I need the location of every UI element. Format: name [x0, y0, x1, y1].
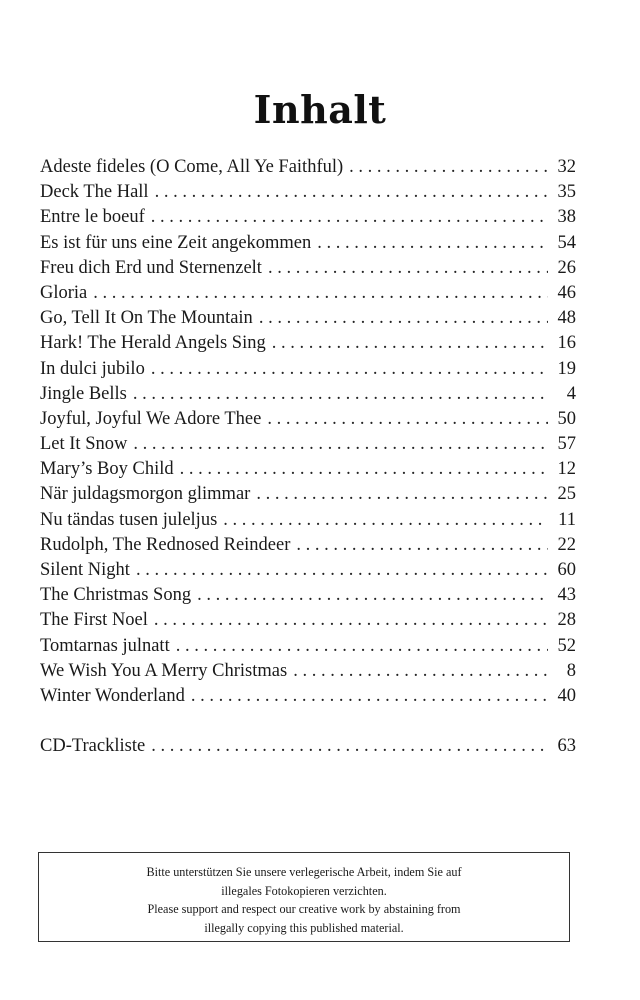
dot-leader — [349, 155, 548, 180]
toc-entry-title: Rudolph, The Rednosed Reindeer — [40, 534, 291, 555]
toc-entry — [40, 659, 576, 684]
toc-entry-page: 11 — [558, 509, 576, 530]
dot-leader — [296, 533, 548, 558]
toc-entry — [40, 256, 576, 281]
toc-entry — [40, 357, 576, 382]
toc-entry-page: 40 — [557, 685, 576, 706]
toc-entry — [40, 407, 576, 432]
toc-entry — [40, 231, 576, 256]
toc-entry-title: Freu dich Erd und Sternenzelt — [40, 257, 262, 278]
dot-leader — [191, 684, 548, 709]
toc-entry-page: 16 — [557, 333, 576, 354]
toc-entry-title: Nu tändas tusen juleljus — [40, 509, 218, 530]
toc-entry-page: 22 — [557, 534, 576, 555]
toc-entry-title: Deck The Hall — [40, 182, 149, 203]
toc-entry-title: Tomtarnas julnatt — [40, 635, 170, 656]
toc-entry-title: När juldagsmorgon glimmar — [40, 484, 251, 505]
toc-entry — [40, 634, 576, 659]
toc-entry-title: Winter Wonderland — [40, 685, 185, 706]
toc-entry-page: 25 — [557, 484, 576, 505]
toc-entry-title: Let It Snow — [40, 434, 128, 455]
toc-entry — [40, 558, 576, 583]
toc-entry-page: 52 — [557, 635, 576, 656]
toc-entry-page: 28 — [557, 610, 576, 631]
toc-entry-title: Go, Tell It On The Mountain — [40, 308, 253, 329]
toc-entry-title: In dulci jubilo — [40, 358, 145, 379]
toc-entry-page: 12 — [557, 459, 576, 480]
dot-leader — [256, 482, 548, 507]
toc-entry-page: 48 — [557, 308, 576, 329]
toc-entry-page: 35 — [557, 182, 576, 203]
toc-entry-page: 26 — [557, 257, 576, 278]
toc-entry — [40, 457, 576, 482]
cd-tracklist-entry — [40, 734, 576, 759]
toc-entry — [40, 281, 576, 306]
copyright-notice — [38, 852, 570, 942]
toc-entry — [40, 583, 576, 608]
dot-leader — [259, 306, 548, 331]
dot-leader — [155, 180, 548, 205]
dot-leader — [268, 256, 548, 281]
toc-entry-title: The First Noel — [40, 610, 148, 631]
dot-leader — [151, 357, 548, 382]
toc-entry-page: 19 — [557, 358, 576, 379]
toc-entry-title: Mary’s Boy Child — [40, 459, 174, 480]
toc-entry-page: 63 — [557, 736, 576, 756]
toc-entry — [40, 331, 576, 356]
toc-entry — [40, 482, 576, 507]
toc-entry-page: 46 — [557, 282, 576, 303]
toc-entry-title: Joyful, Joyful We Adore Thee — [40, 408, 262, 429]
dot-leader — [176, 634, 548, 659]
toc-entry — [40, 205, 576, 230]
dot-leader — [180, 457, 548, 482]
toc-entry — [40, 533, 576, 558]
dot-leader — [272, 331, 548, 356]
toc-entry-page: 54 — [557, 232, 576, 253]
toc-entry — [40, 306, 576, 331]
toc-entry-page: 50 — [557, 408, 576, 429]
table-of-contents — [40, 155, 576, 709]
toc-entry-title: Entre le boeuf — [40, 207, 145, 228]
notice-line: illegally copying this published material. — [204, 920, 404, 935]
toc-entry — [40, 432, 576, 457]
toc-entry-page: 43 — [557, 585, 576, 606]
toc-entry — [40, 508, 576, 533]
toc-entry-title: We Wish You A Merry Christmas — [40, 660, 288, 681]
dot-leader — [293, 659, 548, 684]
toc-entry-title: Jingle Bells — [40, 383, 127, 404]
dot-leader — [133, 432, 548, 457]
toc-entry — [40, 734, 576, 759]
toc-entry-page: 4 — [566, 383, 576, 404]
notice-line: Bitte unterstützen Sie unsere verlegerische Arbeit, indem Sie auf — [146, 865, 462, 879]
toc-entry-page: 57 — [557, 434, 576, 455]
dot-leader — [197, 583, 548, 608]
toc-entry — [40, 608, 576, 633]
dot-leader — [93, 281, 548, 306]
toc-entry — [40, 684, 576, 709]
toc-entry-title: Gloria — [40, 282, 88, 303]
dot-leader — [133, 382, 548, 407]
notice-line: illegales Fotokopieren verzichten. — [221, 883, 387, 898]
toc-entry-title: CD-Trackliste — [40, 736, 146, 756]
dot-leader — [317, 231, 548, 256]
dot-leader — [223, 508, 548, 533]
dot-leader — [151, 734, 548, 759]
page-title: Inhalt — [253, 87, 387, 133]
toc-entry-title: Silent Night — [40, 560, 130, 580]
toc-entry — [40, 382, 576, 407]
toc-entry-page: 32 — [557, 157, 576, 177]
toc-entry-page: 60 — [557, 560, 576, 580]
dot-leader — [267, 407, 548, 432]
dot-leader — [151, 205, 548, 230]
toc-entry-title: Hark! The Herald Angels Sing — [40, 333, 266, 354]
dot-leader — [154, 608, 548, 633]
toc-entry — [40, 155, 576, 180]
notice-line: Please support and respect our creative work by abstaining from — [147, 902, 461, 916]
toc-entry — [40, 180, 576, 205]
toc-entry-title: The Christmas Song — [40, 585, 192, 606]
toc-entry-page: 8 — [566, 660, 576, 681]
toc-entry-title: Es ist für uns eine Zeit angekommen — [40, 232, 312, 253]
toc-entry-page: 38 — [557, 207, 576, 228]
toc-entry-title: Adeste fideles (O Come, All Ye Faithful) — [40, 157, 344, 177]
dot-leader — [136, 558, 548, 583]
